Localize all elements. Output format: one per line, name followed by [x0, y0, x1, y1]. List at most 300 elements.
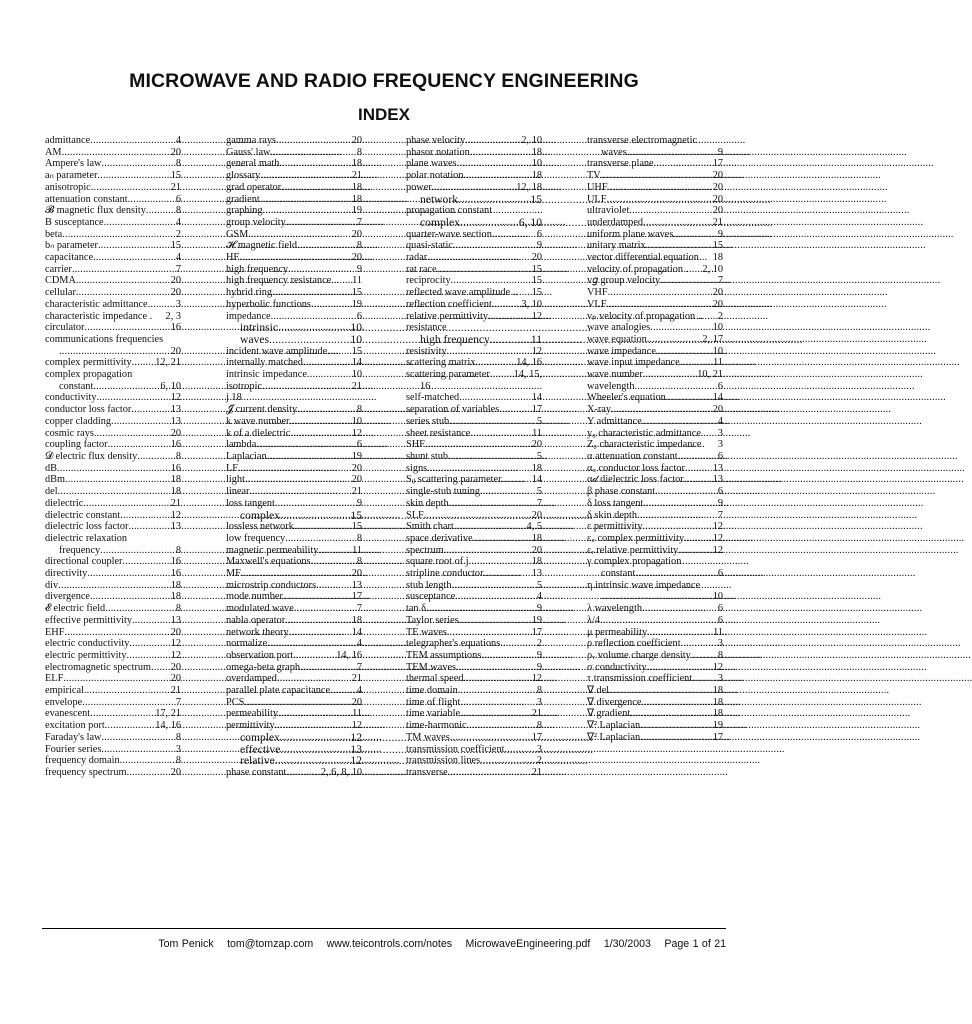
- index-entry: [226, 545, 362, 557]
- index-entry: [406, 732, 542, 744]
- index-page-refs: 14, 15,: [513, 369, 542, 381]
- index-page-refs: 20: [351, 228, 362, 240]
- leader-dots: [316, 580, 352, 592]
- index-page-refs: 15: [351, 521, 362, 533]
- index-term: waves: [601, 146, 627, 158]
- index-entry: [406, 474, 542, 486]
- index-term: HF: [226, 252, 240, 264]
- index-page-refs: 20: [351, 252, 362, 264]
- index-term: graphing: [226, 205, 263, 217]
- leader-dots: [490, 334, 531, 346]
- index-entry: [226, 615, 362, 627]
- index-page-refs: 7: [717, 275, 723, 287]
- index-page-refs: 5: [536, 579, 542, 591]
- index-entry: [45, 147, 181, 159]
- footer-filename: MicrowaveEngineering.pdf: [465, 938, 591, 950]
- leader-dots: [684, 474, 713, 486]
- index-page-refs: 19: [351, 450, 362, 462]
- index-term: TV: [587, 170, 601, 182]
- index-entry: [406, 170, 542, 182]
- leader-dots: [634, 381, 717, 393]
- index-entry: [406, 510, 542, 522]
- leader-dots: [120, 755, 176, 767]
- index-page-refs: 2: [175, 228, 181, 240]
- leader-dots: [454, 521, 527, 533]
- index-entry: [226, 275, 362, 287]
- leader-dots: [238, 463, 352, 475]
- index-page-refs: 10: [350, 321, 362, 335]
- index-page-refs: 12: [531, 673, 542, 685]
- index-entry: [226, 392, 362, 404]
- index-term: ∇² Laplacian: [587, 720, 641, 732]
- index-page-refs: 6: [536, 228, 542, 240]
- index-page-refs: 18: [170, 579, 181, 591]
- index-term: Wheeler's equation: [587, 392, 666, 404]
- index-term: internally matched: [226, 357, 303, 369]
- index-term: TEM waves: [406, 661, 457, 673]
- leader-dots: [97, 170, 170, 182]
- index-entry: [45, 580, 181, 592]
- index-entry: [226, 486, 362, 498]
- index-page-refs: 12: [712, 544, 723, 556]
- index-term: phasor notation: [406, 146, 470, 158]
- index-term: scattering matrix: [406, 357, 476, 369]
- index-term: wave number: [587, 369, 643, 381]
- leader-dots: [58, 486, 171, 498]
- index-page-refs: 2, 3: [165, 310, 181, 322]
- index-entry: [45, 697, 181, 709]
- leader-dots: [62, 147, 171, 159]
- index-entry: [406, 369, 542, 381]
- leader-dots: [293, 650, 336, 662]
- index-term: complex: [240, 730, 280, 744]
- index-entry: [406, 334, 542, 346]
- leader-dots: [126, 767, 170, 779]
- index-term: copper cladding: [45, 415, 112, 427]
- index-entry: [45, 135, 181, 147]
- leader-dots: [458, 194, 530, 206]
- index-term: ULF: [587, 193, 607, 205]
- index-term: λ/4: [587, 614, 601, 626]
- index-page-refs: 20: [351, 568, 362, 580]
- index-page-refs: 12: [351, 720, 362, 732]
- leader-dots: [678, 451, 718, 463]
- index-term: del: [45, 486, 58, 498]
- leader-dots: [279, 158, 351, 170]
- index-term: wave input impedance: [587, 357, 680, 369]
- index-term: LF: [226, 462, 239, 474]
- index-entry: [406, 685, 542, 697]
- index-term: intrinsic impedance: [226, 369, 307, 381]
- index-entry: [226, 767, 362, 779]
- leader-dots: [424, 510, 532, 522]
- index-page-refs: 11: [713, 626, 723, 638]
- index-term: linear: [226, 486, 250, 498]
- footer-email[interactable]: tom@tomzap.com: [227, 938, 314, 950]
- index-entry: [226, 334, 362, 346]
- leader-dots: [678, 545, 712, 557]
- index-page-refs: 10: [712, 345, 723, 357]
- index-page-refs: 11: [530, 332, 542, 346]
- leader-dots: [459, 392, 532, 404]
- index-term: ρᵥ volume charge density: [587, 649, 691, 661]
- index-entry: [226, 369, 362, 381]
- index-entry: [45, 510, 181, 522]
- index-page-refs: 8: [356, 146, 362, 158]
- index-entry: [45, 357, 181, 369]
- index-entry: [226, 697, 362, 709]
- index-entry: [587, 229, 723, 241]
- index-entry: [406, 755, 542, 767]
- index-term: ∇² Laplacian: [587, 731, 641, 743]
- index-term: divergence: [45, 591, 90, 603]
- index-page-refs: 10: [531, 158, 542, 170]
- index-term: loss tangent: [226, 497, 275, 509]
- index-term: α꜀ conductor loss factor: [587, 462, 685, 474]
- index-entry: [45, 240, 181, 252]
- index-entry: [587, 685, 723, 697]
- leader-dots: [120, 510, 171, 522]
- index-page-refs: 9: [536, 603, 542, 615]
- index-term: vₚ velocity of propagation ..: [587, 310, 703, 322]
- index-term: parallel plate capacitance: [226, 685, 331, 697]
- index-entry: [45, 533, 181, 545]
- index-entry: [406, 521, 542, 533]
- leader-dots: [643, 498, 718, 510]
- leader-dots: [463, 170, 531, 182]
- index-entry: [406, 451, 542, 463]
- index-entry: [587, 275, 723, 287]
- leader-dots: [93, 252, 176, 264]
- index-entry: [226, 264, 362, 276]
- index-entry: [587, 240, 723, 252]
- index-page-refs: 10: [712, 591, 723, 603]
- index-page-refs: 3: [717, 638, 723, 650]
- index-entry: [587, 147, 723, 159]
- index-entry: [226, 357, 362, 369]
- index-term: μ permeability: [587, 626, 648, 638]
- index-page-refs: 6: [717, 568, 723, 580]
- leader-dots: [437, 264, 532, 276]
- index-page-refs: 20: [170, 427, 181, 439]
- index-term: 𝓑 magnetic flux density: [45, 205, 146, 217]
- index-entry: [587, 545, 723, 557]
- leader-dots: [470, 147, 532, 159]
- index-page-refs: 18: [170, 591, 181, 603]
- index-entry: [45, 428, 181, 440]
- index-entry: [587, 334, 723, 346]
- index-entry: [587, 182, 723, 194]
- index-page-refs: 14: [712, 392, 723, 404]
- leader-dots: [447, 346, 532, 358]
- index-term: AM: [45, 146, 62, 158]
- leader-dots: [647, 334, 703, 346]
- index-entry: [45, 521, 181, 533]
- leader-dots: [642, 416, 718, 428]
- leader-dots: [318, 545, 352, 557]
- index-term: intrinsic: [240, 321, 278, 335]
- leader-dots: [283, 591, 352, 603]
- index-page-refs: 20: [712, 193, 723, 205]
- index-page-refs: 8: [536, 720, 542, 732]
- index-term: bₙ parameter: [45, 240, 98, 252]
- leader-dots: [294, 521, 352, 533]
- index-term: EHF: [45, 626, 65, 638]
- leader-dots: [673, 229, 717, 241]
- leader-dots: [470, 428, 532, 440]
- index-entry: [226, 474, 362, 486]
- leader-dots: [448, 451, 537, 463]
- index-entry: [45, 275, 181, 287]
- index-term: 𝓔 electric field: [45, 603, 106, 615]
- leader-dots: [267, 451, 352, 463]
- leader-dots: [151, 662, 171, 674]
- index-page-refs: 10, 21: [697, 369, 723, 381]
- index-term: frequency domain: [45, 755, 120, 767]
- index-term: conductivity: [45, 392, 97, 404]
- index-entry: [226, 182, 362, 194]
- index-entry: [226, 404, 362, 416]
- index-page-refs: 2, 6, 8, 10: [320, 766, 362, 778]
- index-term: hybrid ring: [226, 287, 273, 299]
- leader-dots: [96, 392, 170, 404]
- leader-dots: [248, 229, 351, 241]
- index-term: characteristic admittance: [45, 298, 148, 310]
- index-page-refs: 15: [531, 287, 542, 299]
- index-term: series stub: [406, 415, 450, 427]
- leader-dots: [425, 439, 532, 451]
- leader-dots: [275, 755, 351, 767]
- leader-dots: [289, 627, 352, 639]
- index-entry: [406, 463, 542, 475]
- leader-dots: [58, 580, 171, 592]
- leader-dots: [427, 463, 532, 475]
- index-page-refs: 21: [170, 181, 181, 193]
- footer-url[interactable]: www.teicontrols.com/notes: [326, 938, 453, 950]
- leader-dots: [108, 439, 171, 451]
- index-page-refs: 8: [175, 158, 181, 170]
- index-page-refs: 8: [717, 649, 723, 661]
- leader-dots: [692, 673, 718, 685]
- leader-dots: [269, 334, 350, 346]
- index-entry: [226, 603, 362, 615]
- index-page-refs: 12: [350, 754, 362, 768]
- index-term: dielectric loss factor: [45, 521, 129, 533]
- index-term: frequency: [59, 544, 101, 556]
- index-entry: [406, 135, 542, 147]
- leader-dots: [311, 556, 357, 568]
- index-term: omega-beta graph: [226, 661, 301, 673]
- index-page-refs: 7: [175, 263, 181, 275]
- index-term: lossless network: [226, 521, 294, 533]
- index-page-refs: 12: [170, 638, 181, 650]
- leader-dots: [656, 346, 713, 358]
- leader-dots: [278, 708, 352, 720]
- index-term: velocity of propagation .: [587, 263, 689, 275]
- index-entry: [226, 135, 362, 147]
- index-page-refs: 21: [170, 497, 181, 509]
- index-entry: [406, 603, 542, 615]
- index-page-refs: 3: [536, 696, 542, 708]
- index-term: constant: [601, 568, 636, 580]
- index-entry: [45, 627, 181, 639]
- index-entry: [45, 720, 181, 732]
- index-page-refs: 17: [351, 591, 362, 603]
- index-page-refs: 8: [356, 240, 362, 252]
- index-term: SHF: [406, 439, 425, 451]
- index-term: glossary: [226, 170, 261, 182]
- index-term: effective permittivity: [45, 614, 133, 626]
- leader-dots: [660, 275, 718, 287]
- index-term: isotropic: [226, 380, 263, 392]
- index-term: uniform plane waves: [587, 228, 674, 240]
- index-term: wave equation: [587, 333, 647, 345]
- index-term: GSM: [226, 228, 249, 240]
- index-entry: [406, 357, 542, 369]
- index-term: vector differential equation: [587, 252, 699, 264]
- index-page-refs: 9: [536, 661, 542, 673]
- index-entry: [587, 510, 723, 522]
- leader-dots: [469, 556, 532, 568]
- index-term: overdamped: [226, 673, 277, 685]
- leader-dots: [104, 217, 176, 229]
- index-term: div: [45, 579, 59, 591]
- index-page-refs: 6: [356, 439, 362, 451]
- leader-dots: [131, 404, 170, 416]
- index-entry: [226, 755, 362, 767]
- leader-dots: [83, 498, 170, 510]
- index-entry: [45, 392, 181, 404]
- index-entry: [406, 404, 542, 416]
- index-term: Z₀ characteristic impedance: [587, 439, 702, 451]
- index-page-refs: 6: [717, 450, 723, 462]
- leader-dots: [650, 322, 713, 334]
- index-term: time variable: [406, 708, 461, 720]
- index-page-refs: 20: [170, 766, 181, 778]
- index-entry: [226, 591, 362, 603]
- index-page-refs: 11: [713, 357, 723, 369]
- index-entry: [226, 463, 362, 475]
- index-term: Taylor series: [406, 614, 459, 626]
- index-entry: [226, 556, 362, 568]
- index-term: frequency spectrum: [45, 766, 127, 778]
- index-page-refs: 4: [175, 216, 181, 228]
- index-page-refs: 4: [356, 638, 362, 650]
- index-page-refs: 15: [712, 240, 723, 252]
- index-term: beta: [45, 228, 63, 240]
- index-page-refs: 3: [717, 427, 723, 439]
- leader-dots: [286, 767, 320, 779]
- leader-dots: [453, 240, 537, 252]
- leader-dots: [447, 627, 532, 639]
- index-term: hyperbolic functions: [226, 298, 311, 310]
- index-page-refs: 2: [536, 755, 542, 767]
- index-entry: [406, 381, 542, 393]
- index-entry: [587, 299, 723, 311]
- index-term: k wave number: [226, 415, 290, 427]
- index-entry: [587, 252, 723, 264]
- index-term: δ loss tangent: [587, 497, 644, 509]
- leader-dots: [475, 357, 516, 369]
- index-entry: [226, 158, 362, 170]
- index-term: shunt stub: [406, 450, 449, 462]
- index-term: high frequency resistance ..: [226, 275, 339, 287]
- leader-dots: [87, 568, 170, 580]
- index-page-refs: 2, 10: [521, 135, 542, 146]
- leader-dots: [244, 697, 351, 709]
- index-entry: [406, 767, 542, 779]
- index-term: ρ reflection coefficient: [587, 638, 681, 650]
- index-column-4: [587, 135, 723, 744]
- index-page-refs: 12: [351, 427, 362, 439]
- index-entry: [587, 369, 723, 381]
- footer-rule: [42, 928, 726, 929]
- index-page-refs: 15: [351, 287, 362, 299]
- index-term: α attenuation constant: [587, 450, 678, 462]
- index-entry: [406, 428, 542, 440]
- leader-dots: [499, 404, 531, 416]
- leader-dots: [311, 299, 352, 311]
- index-page-refs: 20: [170, 275, 181, 287]
- index-term: square root of j: [406, 556, 469, 568]
- index-entry: [406, 744, 542, 756]
- index-entry: [587, 287, 723, 299]
- index-entry: [226, 428, 362, 440]
- index-term: empirical: [45, 685, 84, 697]
- index-page-refs: 18: [712, 685, 723, 697]
- index-term: σ conductivity: [587, 661, 647, 673]
- index-entry: [587, 322, 723, 334]
- leader-dots: [691, 650, 718, 662]
- index-page-refs: 20: [712, 170, 723, 182]
- index-page-refs: 15: [351, 345, 362, 357]
- leader-dots: [122, 556, 170, 568]
- index-term: anisotropic: [45, 181, 91, 193]
- index-page-refs: 13: [712, 474, 723, 486]
- index-term: high frequency: [226, 263, 289, 275]
- leader-dots: [98, 240, 171, 252]
- index-entry: [406, 568, 542, 580]
- index-page-refs: 18: [531, 462, 542, 474]
- index-entry: [226, 346, 362, 358]
- index-term: τ transmission coefficient: [587, 673, 693, 685]
- index-entry: [45, 322, 181, 334]
- index-term: transverse electromagnetic: [587, 135, 698, 146]
- leader-dots: [451, 580, 536, 592]
- index-entry: [226, 240, 362, 252]
- index-page-refs: 19: [351, 205, 362, 217]
- index-page-refs: 12, 21: [155, 357, 181, 369]
- index-term: electric conductivity: [45, 638, 130, 650]
- leader-dots: [290, 428, 351, 440]
- index-entry: [45, 603, 181, 615]
- index-entry: [587, 463, 723, 475]
- index-entry: [45, 369, 181, 381]
- leader-dots: [263, 205, 352, 217]
- index-entry: [406, 673, 542, 685]
- index-page-refs: 14: [531, 474, 542, 486]
- leader-dots: [65, 474, 171, 486]
- leader-dots: [481, 650, 537, 662]
- index-page-refs: 14: [351, 357, 362, 369]
- leader-dots: [128, 194, 176, 206]
- index-term: UHF: [587, 181, 608, 193]
- index-page-refs: 15: [170, 170, 181, 182]
- index-entry: [45, 650, 181, 662]
- index-term: rat race: [406, 263, 437, 275]
- index-term: Ampere's law: [45, 158, 102, 170]
- index-entry: [226, 685, 362, 697]
